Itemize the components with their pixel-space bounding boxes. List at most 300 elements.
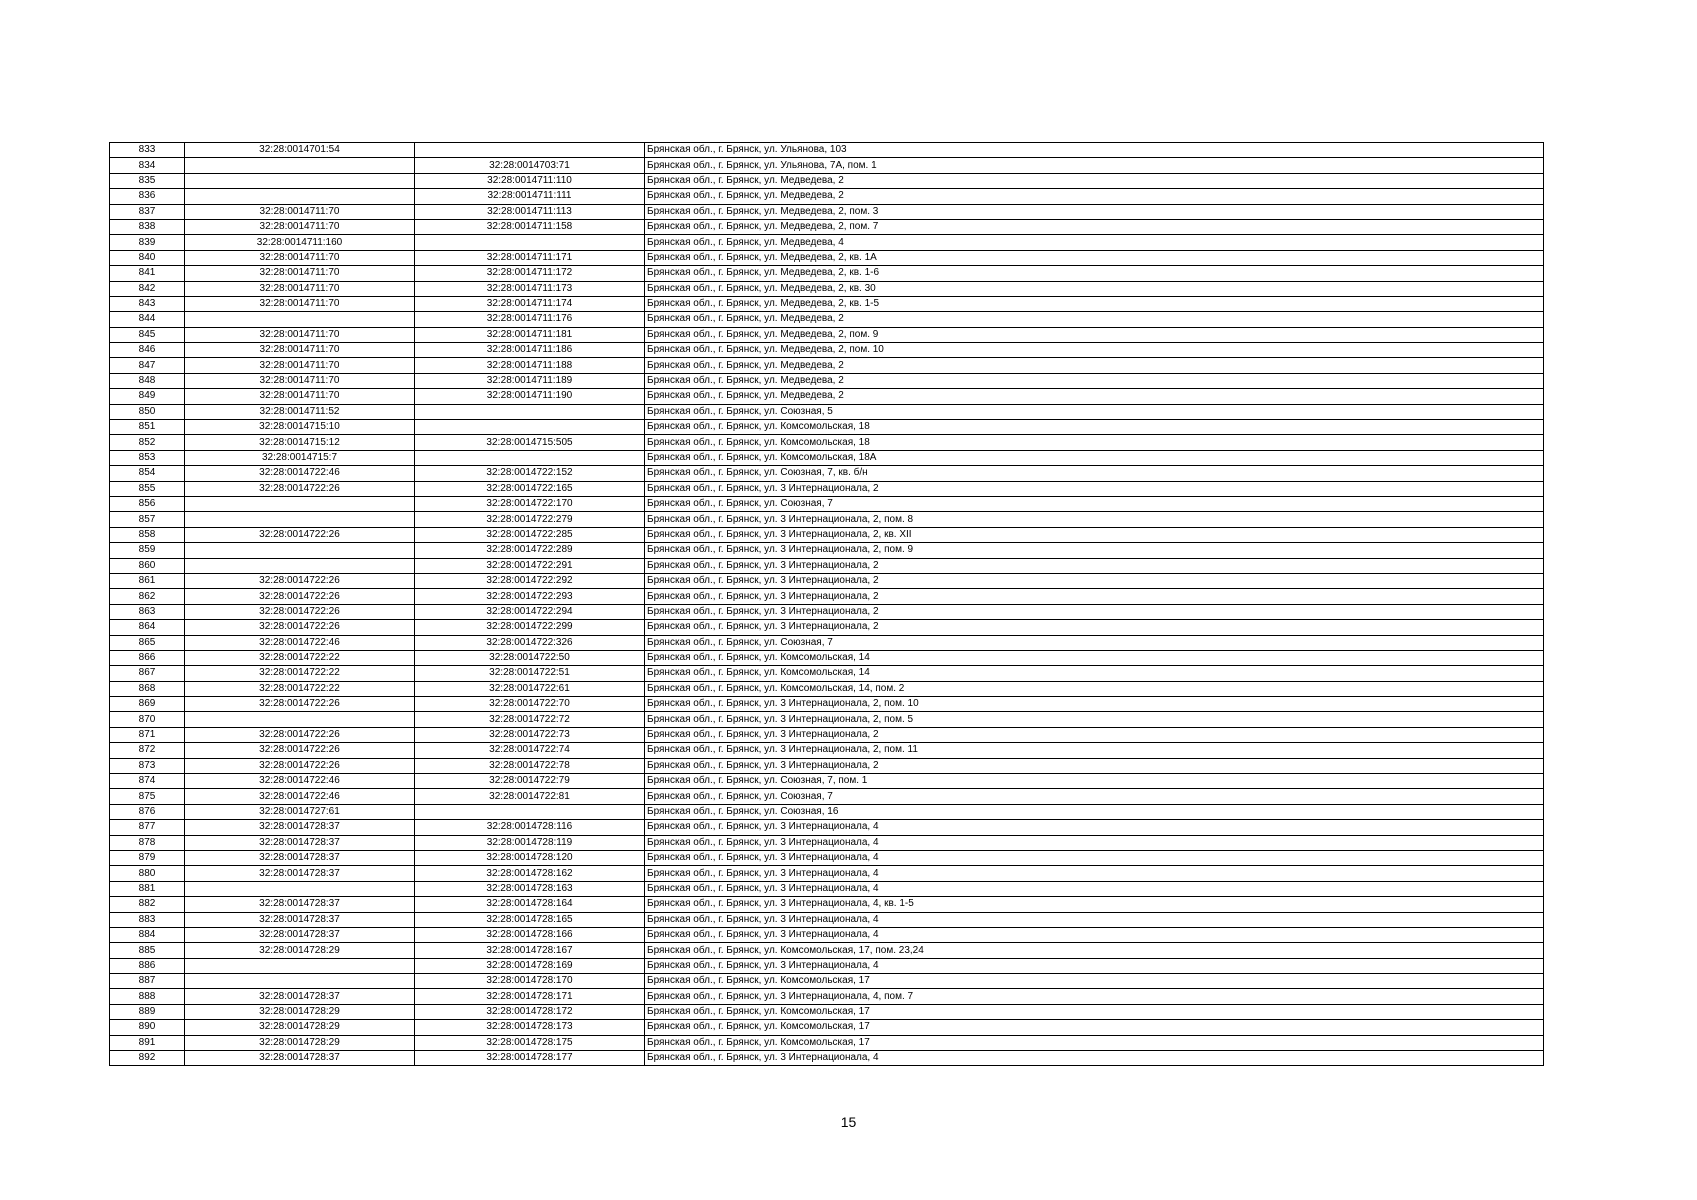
object-cadastral-number-cell: 32:28:0014722:78 [415, 758, 645, 773]
object-cadastral-number-cell: 32:28:0014722:70 [415, 697, 645, 712]
land-cadastral-number-cell [185, 512, 415, 527]
table-row [110, 1035, 1544, 1050]
row-number-cell: 871 [110, 727, 185, 742]
row-number-cell: 866 [110, 650, 185, 665]
object-cadastral-number-cell: 32:28:0014728:162 [415, 866, 645, 881]
row-number-cell: 892 [110, 1051, 185, 1066]
object-cadastral-number-cell: 32:28:0014728:166 [415, 927, 645, 942]
address-cell: Брянская обл., г. Брянск, ул. Медведева, 2 [645, 358, 1544, 373]
object-cadastral-number-cell [415, 235, 645, 250]
land-cadastral-number-cell [185, 712, 415, 727]
address-cell: Брянская обл., г. Брянск, ул. 3 Интернационала, 4 [645, 820, 1544, 835]
table-row [110, 989, 1544, 1004]
address-cell: Брянская обл., г. Брянск, ул. Комсомольская, 18 [645, 420, 1544, 435]
object-cadastral-number-cell: 32:28:0014728:165 [415, 912, 645, 927]
table-row [110, 927, 1544, 942]
land-cadastral-number-cell: 32:28:0014711:70 [185, 358, 415, 373]
address-cell: Брянская обл., г. Брянск, ул. Ульянова, 7А, пом. 1 [645, 158, 1544, 173]
address-cell: Брянская обл., г. Брянск, ул. 3 Интернационала, 2 [645, 558, 1544, 573]
table-row [110, 558, 1544, 573]
object-cadastral-number-cell: 32:28:0014722:79 [415, 774, 645, 789]
row-number-cell: 886 [110, 958, 185, 973]
address-cell: Брянская обл., г. Брянск, ул. Комсомольская, 14 [645, 650, 1544, 665]
address-cell: Брянская обл., г. Брянск, ул. 3 Интернационала, 4 [645, 912, 1544, 927]
object-cadastral-number-cell: 32:28:0014728:175 [415, 1035, 645, 1050]
table-row [110, 512, 1544, 527]
address-cell: Брянская обл., г. Брянск, ул. Медведева, 2, кв. 1-5 [645, 296, 1544, 311]
table-row [110, 496, 1544, 511]
land-cadastral-number-cell: 32:28:0014728:37 [185, 927, 415, 942]
land-cadastral-number-cell: 32:28:0014728:29 [185, 1004, 415, 1019]
table-row [110, 143, 1544, 158]
object-cadastral-number-cell: 32:28:0014711:189 [415, 373, 645, 388]
land-cadastral-number-cell: 32:28:0014728:37 [185, 835, 415, 850]
row-number-cell: 882 [110, 897, 185, 912]
row-number-cell: 863 [110, 604, 185, 619]
land-cadastral-number-cell [185, 189, 415, 204]
land-cadastral-number-cell: 32:28:0014728:29 [185, 1020, 415, 1035]
table-row [110, 943, 1544, 958]
object-cadastral-number-cell [415, 420, 645, 435]
land-cadastral-number-cell: 32:28:0014715:10 [185, 420, 415, 435]
object-cadastral-number-cell: 32:28:0014722:294 [415, 604, 645, 619]
object-cadastral-number-cell: 32:28:0014722:170 [415, 496, 645, 511]
address-cell: Брянская обл., г. Брянск, ул. Комсомольская, 17, пом. 23,24 [645, 943, 1544, 958]
land-cadastral-number-cell: 32:28:0014722:26 [185, 481, 415, 496]
table-row [110, 204, 1544, 219]
address-cell: Брянская обл., г. Брянск, ул. Ульянова, 103 [645, 143, 1544, 158]
address-cell: Брянская обл., г. Брянск, ул. 3 Интернационала, 2, пом. 8 [645, 512, 1544, 527]
row-number-cell: 853 [110, 450, 185, 465]
object-cadastral-number-cell: 32:28:0014715:505 [415, 435, 645, 450]
address-cell: Брянская обл., г. Брянск, ул. 3 Интернационала, 4, кв. 1-5 [645, 897, 1544, 912]
table-row [110, 681, 1544, 696]
row-number-cell: 841 [110, 266, 185, 281]
object-cadastral-number-cell: 32:28:0014728:167 [415, 943, 645, 958]
land-cadastral-number-cell: 32:28:0014711:70 [185, 266, 415, 281]
row-number-cell: 836 [110, 189, 185, 204]
address-cell: Брянская обл., г. Брянск, ул. Медведева, 2, кв. 1-6 [645, 266, 1544, 281]
address-cell: Брянская обл., г. Брянск, ул. 3 Интернационала, 2, пом. 10 [645, 697, 1544, 712]
table-row [110, 958, 1544, 973]
address-cell: Брянская обл., г. Брянск, ул. 3 Интернационала, 2 [645, 620, 1544, 635]
object-cadastral-number-cell: 32:28:0014728:119 [415, 835, 645, 850]
object-cadastral-number-cell: 32:28:0014711:158 [415, 219, 645, 234]
land-cadastral-number-cell [185, 173, 415, 188]
object-cadastral-number-cell: 32:28:0014728:116 [415, 820, 645, 835]
land-cadastral-number-cell [185, 158, 415, 173]
table-row [110, 974, 1544, 989]
address-cell: Брянская обл., г. Брянск, ул. Медведева, 2 [645, 189, 1544, 204]
table-row [110, 266, 1544, 281]
table-row [110, 358, 1544, 373]
row-number-cell: 850 [110, 404, 185, 419]
address-cell: Брянская обл., г. Брянск, ул. Медведева, 2, кв. 30 [645, 281, 1544, 296]
table-row [110, 712, 1544, 727]
row-number-cell: 889 [110, 1004, 185, 1019]
table-row [110, 219, 1544, 234]
address-cell: Брянская обл., г. Брянск, ул. Медведева, 2 [645, 373, 1544, 388]
row-number-cell: 877 [110, 820, 185, 835]
address-cell: Брянская обл., г. Брянск, ул. 3 Интернационала, 2, пом. 5 [645, 712, 1544, 727]
land-cadastral-number-cell: 32:28:0014722:26 [185, 743, 415, 758]
land-cadastral-number-cell: 32:28:0014701:54 [185, 143, 415, 158]
row-number-cell: 846 [110, 343, 185, 358]
address-cell: Брянская обл., г. Брянск, ул. Медведева, 2, пом. 9 [645, 327, 1544, 342]
object-cadastral-number-cell [415, 143, 645, 158]
land-cadastral-number-cell [185, 881, 415, 896]
land-cadastral-number-cell: 32:28:0014728:37 [185, 820, 415, 835]
row-number-cell: 837 [110, 204, 185, 219]
object-cadastral-number-cell: 32:28:0014711:190 [415, 389, 645, 404]
table-row [110, 774, 1544, 789]
address-cell: Брянская обл., г. Брянск, ул. 3 Интернационала, 4 [645, 1051, 1544, 1066]
row-number-cell: 875 [110, 789, 185, 804]
object-cadastral-number-cell: 32:28:0014728:163 [415, 881, 645, 896]
object-cadastral-number-cell: 32:28:0014711:181 [415, 327, 645, 342]
table-row [110, 912, 1544, 927]
table-row [110, 450, 1544, 465]
address-cell: Брянская обл., г. Брянск, ул. 3 Интернационала, 2 [645, 727, 1544, 742]
object-cadastral-number-cell: 32:28:0014703:71 [415, 158, 645, 173]
land-cadastral-number-cell: 32:28:0014728:37 [185, 912, 415, 927]
object-cadastral-number-cell: 32:28:0014722:74 [415, 743, 645, 758]
land-cadastral-number-cell [185, 312, 415, 327]
land-cadastral-number-cell: 32:28:0014711:70 [185, 373, 415, 388]
address-cell: Брянская обл., г. Брянск, ул. 3 Интернационала, 4 [645, 881, 1544, 896]
object-cadastral-number-cell: 32:28:0014722:293 [415, 589, 645, 604]
address-cell: Брянская обл., г. Брянск, ул. Комсомольская, 17 [645, 1035, 1544, 1050]
row-number-cell: 872 [110, 743, 185, 758]
row-number-cell: 833 [110, 143, 185, 158]
land-cadastral-number-cell: 32:28:0014728:37 [185, 1051, 415, 1066]
land-cadastral-number-cell [185, 958, 415, 973]
land-cadastral-number-cell: 32:28:0014711:70 [185, 219, 415, 234]
table-row [110, 897, 1544, 912]
address-cell: Брянская обл., г. Брянск, ул. Комсомольская, 18А [645, 450, 1544, 465]
row-number-cell: 869 [110, 697, 185, 712]
object-cadastral-number-cell: 32:28:0014711:110 [415, 173, 645, 188]
object-cadastral-number-cell: 32:28:0014722:279 [415, 512, 645, 527]
land-cadastral-number-cell: 32:28:0014728:37 [185, 989, 415, 1004]
table-row [110, 650, 1544, 665]
row-number-cell: 858 [110, 527, 185, 542]
land-cadastral-number-cell: 32:28:0014728:37 [185, 866, 415, 881]
address-cell: Брянская обл., г. Брянск, ул. 3 Интернационала, 2 [645, 481, 1544, 496]
row-number-cell: 856 [110, 496, 185, 511]
row-number-cell: 861 [110, 573, 185, 588]
object-cadastral-number-cell: 32:28:0014722:152 [415, 466, 645, 481]
address-cell: Брянская обл., г. Брянск, ул. Союзная, 7, пом. 1 [645, 774, 1544, 789]
row-number-cell: 854 [110, 466, 185, 481]
object-cadastral-number-cell [415, 450, 645, 465]
object-cadastral-number-cell: 32:28:0014711:171 [415, 250, 645, 265]
row-number-cell: 879 [110, 850, 185, 865]
object-cadastral-number-cell: 32:28:0014711:174 [415, 296, 645, 311]
row-number-cell: 857 [110, 512, 185, 527]
table-row [110, 589, 1544, 604]
land-cadastral-number-cell: 32:28:0014715:12 [185, 435, 415, 450]
land-cadastral-number-cell: 32:28:0014722:26 [185, 620, 415, 635]
address-cell: Брянская обл., г. Брянск, ул. 3 Интернационала, 4 [645, 958, 1544, 973]
table-row [110, 389, 1544, 404]
table-body [110, 143, 1544, 1066]
table-row [110, 789, 1544, 804]
address-cell: Брянская обл., г. Брянск, ул. Комсомольская, 17 [645, 1020, 1544, 1035]
address-cell: Брянская обл., г. Брянск, ул. Комсомольская, 14 [645, 666, 1544, 681]
address-cell: Брянская обл., г. Брянск, ул. 3 Интернационала, 4 [645, 866, 1544, 881]
table-row [110, 835, 1544, 850]
row-number-cell: 838 [110, 219, 185, 234]
table-row [110, 296, 1544, 311]
object-cadastral-number-cell: 32:28:0014711:176 [415, 312, 645, 327]
address-cell: Брянская обл., г. Брянск, ул. Союзная, 16 [645, 804, 1544, 819]
row-number-cell: 834 [110, 158, 185, 173]
land-cadastral-number-cell: 32:28:0014711:160 [185, 235, 415, 250]
row-number-cell: 835 [110, 173, 185, 188]
table-row [110, 758, 1544, 773]
address-cell: Брянская обл., г. Брянск, ул. Союзная, 7 [645, 789, 1544, 804]
object-cadastral-number-cell: 32:28:0014728:172 [415, 1004, 645, 1019]
row-number-cell: 890 [110, 1020, 185, 1035]
object-cadastral-number-cell: 32:28:0014722:81 [415, 789, 645, 804]
address-cell: Брянская обл., г. Брянск, ул. Медведева, 2 [645, 312, 1544, 327]
table-row [110, 697, 1544, 712]
row-number-cell: 867 [110, 666, 185, 681]
row-number-cell: 855 [110, 481, 185, 496]
table-row [110, 1004, 1544, 1019]
object-cadastral-number-cell: 32:28:0014722:299 [415, 620, 645, 635]
table-row [110, 527, 1544, 542]
table-row [110, 189, 1544, 204]
row-number-cell: 847 [110, 358, 185, 373]
table-row [110, 466, 1544, 481]
object-cadastral-number-cell: 32:28:0014728:171 [415, 989, 645, 1004]
land-cadastral-number-cell: 32:28:0014722:26 [185, 727, 415, 742]
table-row [110, 343, 1544, 358]
address-cell: Брянская обл., г. Брянск, ул. Союзная, 5 [645, 404, 1544, 419]
land-cadastral-number-cell: 32:28:0014722:26 [185, 527, 415, 542]
address-cell: Брянская обл., г. Брянск, ул. Медведева, 2, кв. 1А [645, 250, 1544, 265]
land-cadastral-number-cell: 32:28:0014711:70 [185, 281, 415, 296]
table-row [110, 481, 1544, 496]
land-cadastral-number-cell: 32:28:0014728:37 [185, 897, 415, 912]
row-number-cell: 883 [110, 912, 185, 927]
address-cell: Брянская обл., г. Брянск, ул. Медведева, 2 [645, 173, 1544, 188]
address-cell: Брянская обл., г. Брянск, ул. Комсомольская, 14, пом. 2 [645, 681, 1544, 696]
row-number-cell: 873 [110, 758, 185, 773]
object-cadastral-number-cell: 32:28:0014711:188 [415, 358, 645, 373]
cadastral-table [109, 142, 1544, 1066]
land-cadastral-number-cell: 32:28:0014727:61 [185, 804, 415, 819]
land-cadastral-number-cell: 32:28:0014728:29 [185, 943, 415, 958]
table-row [110, 543, 1544, 558]
row-number-cell: 888 [110, 989, 185, 1004]
address-cell: Брянская обл., г. Брянск, ул. 3 Интернационала, 4 [645, 927, 1544, 942]
land-cadastral-number-cell [185, 543, 415, 558]
table-row [110, 635, 1544, 650]
land-cadastral-number-cell: 32:28:0014722:26 [185, 589, 415, 604]
land-cadastral-number-cell: 32:28:0014722:22 [185, 681, 415, 696]
table-row [110, 881, 1544, 896]
table-row [110, 158, 1544, 173]
land-cadastral-number-cell: 32:28:0014711:70 [185, 296, 415, 311]
address-cell: Брянская обл., г. Брянск, ул. 3 Интернационала, 2, кв. XII [645, 527, 1544, 542]
object-cadastral-number-cell: 32:28:0014722:292 [415, 573, 645, 588]
row-number-cell: 878 [110, 835, 185, 850]
object-cadastral-number-cell: 32:28:0014722:285 [415, 527, 645, 542]
land-cadastral-number-cell: 32:28:0014722:46 [185, 774, 415, 789]
address-cell: Брянская обл., г. Брянск, ул. Медведева, 2, пом. 7 [645, 219, 1544, 234]
address-cell: Брянская обл., г. Брянск, ул. 3 Интернационала, 4, пом. 7 [645, 989, 1544, 1004]
address-cell: Брянская обл., г. Брянск, ул. 3 Интернационала, 4 [645, 835, 1544, 850]
table-row [110, 727, 1544, 742]
table-row [110, 743, 1544, 758]
row-number-cell: 880 [110, 866, 185, 881]
row-number-cell: 884 [110, 927, 185, 942]
object-cadastral-number-cell: 32:28:0014728:173 [415, 1020, 645, 1035]
table-row [110, 1051, 1544, 1066]
address-cell: Брянская обл., г. Брянск, ул. 3 Интернационала, 4 [645, 850, 1544, 865]
table-row [110, 312, 1544, 327]
object-cadastral-number-cell: 32:28:0014728:170 [415, 974, 645, 989]
object-cadastral-number-cell [415, 804, 645, 819]
land-cadastral-number-cell [185, 496, 415, 511]
land-cadastral-number-cell: 32:28:0014722:26 [185, 573, 415, 588]
row-number-cell: 881 [110, 881, 185, 896]
row-number-cell: 865 [110, 635, 185, 650]
row-number-cell: 862 [110, 589, 185, 604]
table-row [110, 604, 1544, 619]
object-cadastral-number-cell: 32:28:0014722:291 [415, 558, 645, 573]
row-number-cell: 848 [110, 373, 185, 388]
table-row [110, 850, 1544, 865]
land-cadastral-number-cell: 32:28:0014711:70 [185, 343, 415, 358]
row-number-cell: 842 [110, 281, 185, 296]
table-row [110, 804, 1544, 819]
address-cell: Брянская обл., г. Брянск, ул. Медведева, 4 [645, 235, 1544, 250]
table-row [110, 327, 1544, 342]
object-cadastral-number-cell: 32:28:0014722:326 [415, 635, 645, 650]
row-number-cell: 859 [110, 543, 185, 558]
land-cadastral-number-cell: 32:28:0014722:46 [185, 635, 415, 650]
row-number-cell: 852 [110, 435, 185, 450]
object-cadastral-number-cell: 32:28:0014728:120 [415, 850, 645, 865]
table-row [110, 573, 1544, 588]
land-cadastral-number-cell [185, 558, 415, 573]
table-row [110, 435, 1544, 450]
address-cell: Брянская обл., г. Брянск, ул. 3 Интернационала, 2 [645, 758, 1544, 773]
address-cell: Брянская обл., г. Брянск, ул. 3 Интернационала, 2, пом. 9 [645, 543, 1544, 558]
row-number-cell: 868 [110, 681, 185, 696]
land-cadastral-number-cell: 32:28:0014722:22 [185, 650, 415, 665]
row-number-cell: 845 [110, 327, 185, 342]
land-cadastral-number-cell: 32:28:0014728:37 [185, 850, 415, 865]
object-cadastral-number-cell [415, 404, 645, 419]
row-number-cell: 876 [110, 804, 185, 819]
page-number: 15 [840, 1114, 857, 1130]
table-row [110, 666, 1544, 681]
address-cell: Брянская обл., г. Брянск, ул. Комсомольская, 17 [645, 1004, 1544, 1019]
address-cell: Брянская обл., г. Брянск, ул. Медведева, 2, пом. 10 [645, 343, 1544, 358]
table-row [110, 250, 1544, 265]
land-cadastral-number-cell: 32:28:0014715:7 [185, 450, 415, 465]
object-cadastral-number-cell: 32:28:0014722:165 [415, 481, 645, 496]
land-cadastral-number-cell: 32:28:0014711:70 [185, 389, 415, 404]
table-row [110, 173, 1544, 188]
address-cell: Брянская обл., г. Брянск, ул. Комсомольская, 17 [645, 974, 1544, 989]
land-cadastral-number-cell: 32:28:0014722:46 [185, 789, 415, 804]
address-cell: Брянская обл., г. Брянск, ул. 3 Интернационала, 2, пом. 11 [645, 743, 1544, 758]
table-row [110, 420, 1544, 435]
address-cell: Брянская обл., г. Брянск, ул. 3 Интернационала, 2 [645, 589, 1544, 604]
object-cadastral-number-cell: 32:28:0014722:73 [415, 727, 645, 742]
row-number-cell: 843 [110, 296, 185, 311]
object-cadastral-number-cell: 32:28:0014722:50 [415, 650, 645, 665]
address-cell: Брянская обл., г. Брянск, ул. Союзная, 7 [645, 496, 1544, 511]
object-cadastral-number-cell: 32:28:0014722:289 [415, 543, 645, 558]
row-number-cell: 844 [110, 312, 185, 327]
land-cadastral-number-cell: 32:28:0014722:26 [185, 697, 415, 712]
row-number-cell: 891 [110, 1035, 185, 1050]
row-number-cell: 839 [110, 235, 185, 250]
land-cadastral-number-cell: 32:28:0014722:26 [185, 604, 415, 619]
address-cell: Брянская обл., г. Брянск, ул. Медведева, 2, пом. 3 [645, 204, 1544, 219]
row-number-cell: 864 [110, 620, 185, 635]
table-row [110, 373, 1544, 388]
land-cadastral-number-cell: 32:28:0014711:52 [185, 404, 415, 419]
object-cadastral-number-cell: 32:28:0014711:113 [415, 204, 645, 219]
table-row [110, 235, 1544, 250]
object-cadastral-number-cell: 32:28:0014728:177 [415, 1051, 645, 1066]
object-cadastral-number-cell: 32:28:0014711:172 [415, 266, 645, 281]
row-number-cell: 874 [110, 774, 185, 789]
address-cell: Брянская обл., г. Брянск, ул. Союзная, 7, кв. б/н [645, 466, 1544, 481]
table-row [110, 620, 1544, 635]
row-number-cell: 860 [110, 558, 185, 573]
land-cadastral-number-cell: 32:28:0014722:22 [185, 666, 415, 681]
row-number-cell: 887 [110, 974, 185, 989]
object-cadastral-number-cell: 32:28:0014722:61 [415, 681, 645, 696]
address-cell: Брянская обл., г. Брянск, ул. Медведева, 2 [645, 389, 1544, 404]
object-cadastral-number-cell: 32:28:0014711:186 [415, 343, 645, 358]
row-number-cell: 885 [110, 943, 185, 958]
land-cadastral-number-cell: 32:28:0014728:29 [185, 1035, 415, 1050]
table-row [110, 404, 1544, 419]
object-cadastral-number-cell: 32:28:0014722:51 [415, 666, 645, 681]
land-cadastral-number-cell: 32:28:0014722:46 [185, 466, 415, 481]
row-number-cell: 840 [110, 250, 185, 265]
object-cadastral-number-cell: 32:28:0014711:173 [415, 281, 645, 296]
land-cadastral-number-cell: 32:28:0014711:70 [185, 250, 415, 265]
object-cadastral-number-cell: 32:28:0014728:169 [415, 958, 645, 973]
row-number-cell: 849 [110, 389, 185, 404]
table-row [110, 1020, 1544, 1035]
table-row [110, 866, 1544, 881]
row-number-cell: 870 [110, 712, 185, 727]
table-row [110, 281, 1544, 296]
object-cadastral-number-cell: 32:28:0014722:72 [415, 712, 645, 727]
row-number-cell: 851 [110, 420, 185, 435]
object-cadastral-number-cell: 32:28:0014711:111 [415, 189, 645, 204]
land-cadastral-number-cell: 32:28:0014722:26 [185, 758, 415, 773]
land-cadastral-number-cell [185, 974, 415, 989]
land-cadastral-number-cell: 32:28:0014711:70 [185, 327, 415, 342]
address-cell: Брянская обл., г. Брянск, ул. 3 Интернационала, 2 [645, 573, 1544, 588]
table-row [110, 820, 1544, 835]
address-cell: Брянская обл., г. Брянск, ул. Комсомольская, 18 [645, 435, 1544, 450]
address-cell: Брянская обл., г. Брянск, ул. 3 Интернационала, 2 [645, 604, 1544, 619]
